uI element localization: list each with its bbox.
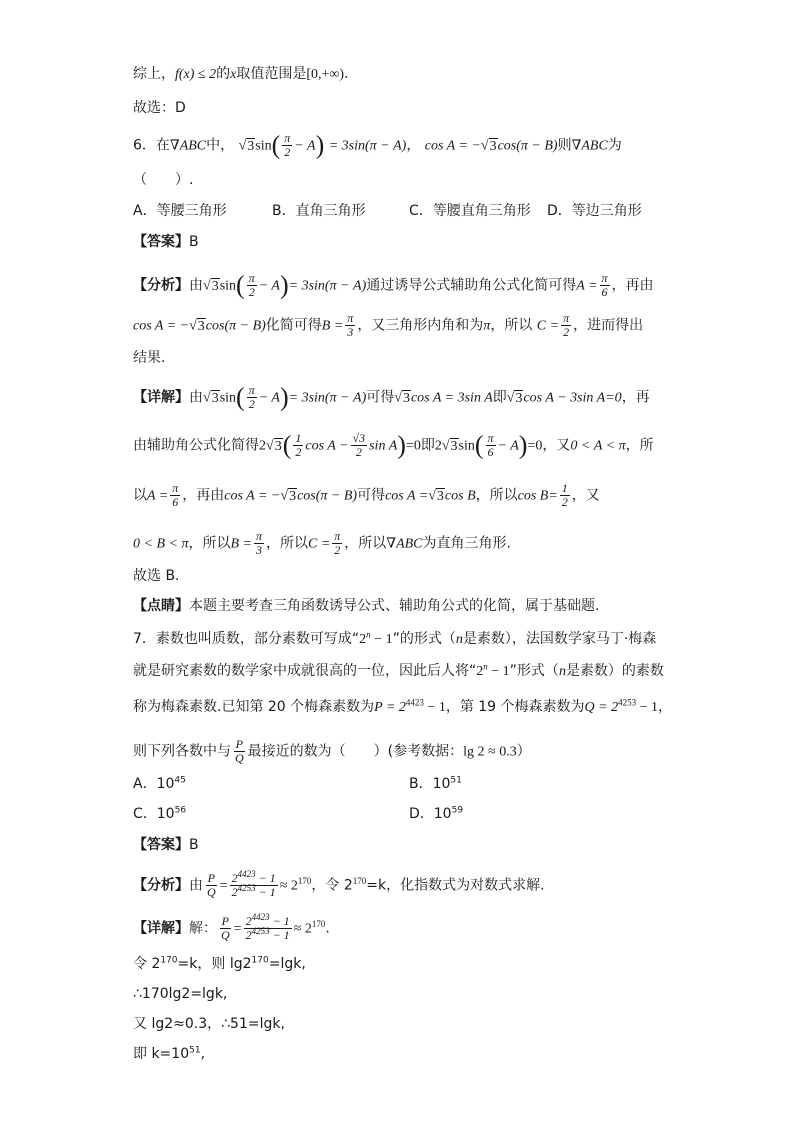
math: C = (307, 536, 331, 552)
fraction (332, 530, 342, 557)
text: . (344, 66, 349, 82)
analysis-tag: 【分析】 (133, 877, 189, 894)
math: sin (458, 438, 475, 454)
exponent: 170 (311, 918, 326, 929)
math: C = (536, 318, 560, 334)
math: cos(π − B) (497, 138, 558, 154)
denominator: 2 (295, 445, 302, 459)
base: 2 (245, 914, 252, 928)
math: − A (258, 390, 280, 406)
text: 即 (420, 437, 435, 454)
answer-tag: 【答案】 (133, 234, 189, 250)
analysis-tag: 【分析】 (133, 277, 189, 294)
text: 7．素数也叫质数，部分素数可写成“ (133, 631, 360, 647)
math: − A (294, 138, 316, 154)
radicand: 3 (515, 390, 523, 406)
numerator: π (284, 131, 291, 145)
text: , (200, 1046, 206, 1062)
text: ，再由 (182, 487, 225, 504)
math: − A (497, 438, 519, 454)
text: 为 (607, 137, 622, 154)
radicand: 3 (489, 138, 497, 154)
fraction (205, 872, 218, 899)
math: n (558, 664, 566, 679)
text: 为直角三角形. (422, 535, 511, 552)
numerator: √3 (352, 431, 366, 445)
math: 0 < A < π (570, 438, 626, 454)
radicand: 3 (197, 318, 205, 334)
paren: ) (397, 430, 406, 460)
text: ，再 (621, 389, 650, 406)
math: cos A = 3sin A (410, 390, 493, 406)
base: 2 (231, 885, 238, 899)
numerator: 1 (561, 481, 568, 495)
text: ， (406, 137, 421, 154)
text: 通过诱导公式辅助角公式化简可得 (366, 277, 577, 294)
q6-option-c: C．等腰直角三角形 (409, 203, 531, 219)
answer-value: B (189, 837, 199, 853)
q7-option-b (409, 774, 462, 794)
exponent: 51 (450, 775, 462, 786)
fraction (244, 912, 292, 942)
exponent: 170 (297, 875, 312, 886)
fraction (230, 869, 278, 899)
q7-line2 (133, 661, 664, 682)
denominator (230, 883, 278, 899)
text: =k，化指数式为对数式求解. (366, 877, 545, 894)
paren: ) (279, 270, 289, 300)
text: 可得 (366, 389, 395, 406)
text: ”形式（ (509, 663, 559, 679)
numerator: π (334, 529, 341, 543)
math: x (230, 67, 237, 82)
text: 解： (189, 920, 217, 937)
math: sin (219, 390, 237, 406)
radicand: 3 (247, 138, 255, 154)
option-label: B．10 (409, 776, 451, 792)
sqrt: √3 (203, 278, 219, 294)
option-label: C．10 (133, 806, 175, 822)
q6-detail-line1 (133, 384, 650, 411)
text: 称为梅森素数.已知第 20 个梅森素数为 (133, 699, 375, 715)
sqrt: √3 (266, 438, 282, 454)
radicand: 3 (450, 438, 458, 454)
radicand: 3 (211, 278, 219, 294)
q7-analysis: 【分析】由 $\frac{P}{Q}$ = $\frac{2^{4423} - 1}{2^{4253} - 1}$ ≈ $2^{170}$，令 $2^{170}=k$，化指数式为对数式求解. (133, 869, 545, 899)
math: cos A = − (424, 138, 481, 154)
minus-one: − 1 (255, 871, 276, 885)
fraction (233, 738, 246, 765)
text: ，所以 (344, 535, 387, 552)
exponent: 4423 (237, 869, 256, 879)
radicand: 3 (436, 488, 444, 504)
q7-detail: 【详解】解： $\frac{P}{Q}$ = $\frac{2^{4423} - 1}{2^{4253} - 1}$ ≈ $2^{170}$. (133, 912, 330, 942)
text: ，所以 (475, 487, 518, 504)
text: =lgk, (268, 956, 306, 972)
fraction (345, 312, 355, 339)
q6-select: 故选 B. (133, 568, 180, 584)
math: cos B= (517, 488, 558, 504)
numerator: P (207, 871, 215, 885)
minus-one: − 1 (255, 885, 276, 899)
sqrt: √3 (238, 138, 255, 154)
math: A = (147, 488, 169, 504)
detail-tag: 【详解】 (133, 389, 189, 406)
math: cos A = (385, 488, 429, 504)
paren: ( (236, 270, 245, 300)
text: 是素数），法国数学家马丁·梅森 (462, 631, 657, 647)
math: lg 2 ≈ 0.3 (463, 744, 517, 760)
text: . (325, 920, 330, 937)
fraction (282, 132, 292, 159)
q6-detail-line4 (133, 530, 511, 557)
q7-line3 (133, 697, 672, 718)
denominator: Q (235, 751, 244, 765)
fraction (561, 312, 571, 339)
comment-text: 本题主要考查三角函数诱导公式、辅助角公式的化简，属于基础题. (189, 598, 600, 614)
numerator: P (221, 914, 229, 928)
math: = 3sin(π − A) (328, 138, 407, 154)
q7-step2: ∴170lg2=lgk, (133, 986, 228, 1002)
math: = 3sin(π − A) (288, 390, 367, 406)
sqrt: √3 (506, 390, 523, 406)
answer-select-5: 故选：D (133, 100, 186, 116)
radicand: 3 (274, 438, 282, 454)
base: 2 (245, 928, 252, 942)
exponent: 51 (189, 1045, 201, 1056)
denominator: 6 (172, 495, 179, 509)
math: P = 2 (374, 700, 406, 715)
math: 2 (434, 438, 442, 454)
q6-comment (133, 596, 599, 616)
math: cos A = − (224, 488, 281, 504)
q7-line1 (133, 629, 656, 650)
text: ，再由 (611, 277, 654, 294)
sqrt: √3 (441, 438, 458, 454)
q6-number: 6．在 (133, 137, 170, 154)
math: A = (576, 278, 598, 294)
math: cos A − (305, 438, 349, 454)
paren: ) (518, 430, 528, 460)
denominator: 3 (347, 325, 354, 339)
math: B = (321, 318, 344, 334)
text: 即 (492, 389, 507, 406)
exponent: 4253 (618, 697, 637, 708)
numerator: π (255, 529, 262, 543)
paren: ) (315, 130, 325, 160)
math: 2 (259, 438, 266, 454)
text: 的 (216, 66, 231, 82)
option-label: A．10 (133, 776, 175, 792)
text: 由辅助角公式化简得 (133, 437, 259, 454)
fraction (560, 482, 570, 509)
q6-stem (133, 132, 622, 159)
exponent: 170 (160, 955, 178, 966)
text: ，令 2 (311, 877, 353, 894)
text: ，所以 (490, 317, 533, 334)
paren: ) (279, 382, 289, 412)
math: cos(π − B) (297, 488, 358, 504)
q6-option-a: A．等腰三角形 (133, 203, 227, 219)
paren: ( (282, 430, 292, 460)
radicand: 3 (211, 390, 219, 406)
exponent: 170 (352, 875, 367, 886)
paren: ( (271, 130, 281, 160)
denominator (244, 926, 292, 942)
math: 2 (359, 632, 367, 647)
denominator: 3 (255, 543, 262, 557)
text: ，又三角形内角和为 (357, 317, 484, 334)
q7-step1 (133, 954, 306, 974)
fraction (600, 272, 610, 299)
denominator: 2 (334, 543, 341, 557)
numerator: 1 (295, 431, 302, 445)
math: cos B (444, 488, 476, 504)
text: 中， (206, 137, 235, 154)
exponent: 4253 (237, 883, 256, 893)
answer-value: B (189, 234, 199, 250)
exponent: 59 (451, 805, 464, 816)
text: ，所以 (188, 535, 231, 552)
math: f(x) ≤ 2 (175, 67, 217, 82)
denominator: 2 (355, 445, 362, 459)
numerator: π (248, 383, 255, 397)
math: = 3sin(π − A) (288, 278, 367, 294)
fraction (247, 272, 257, 299)
q6-detail-line2 (133, 432, 654, 459)
radicand: 3 (359, 431, 366, 445)
math: B = (230, 536, 252, 552)
fraction (293, 432, 303, 459)
q6-analysis-line1 (133, 272, 654, 299)
paren: ( (474, 430, 484, 460)
denominator: 2 (248, 397, 255, 411)
q7-step4 (133, 1044, 205, 1064)
denominator: 2 (563, 325, 570, 339)
denominator: 2 (284, 145, 291, 159)
math: [0,+∞) (306, 67, 345, 82)
minus-one: − 1 (269, 914, 290, 928)
text: 化简可得 (265, 317, 322, 334)
denominator: 2 (561, 495, 568, 509)
minus-one: − 1 (269, 928, 290, 942)
text: ， (658, 699, 673, 715)
sqrt: √3 (394, 390, 410, 406)
exponent: 170 (251, 955, 269, 966)
math: cos A = − (133, 318, 190, 334)
text: 则下列各数中与 (133, 743, 231, 760)
math: sin (255, 138, 272, 154)
denominator: Q (207, 885, 216, 899)
text: 就是研究素数的数学家中成就很高的一位，因此后人将“ (133, 663, 477, 679)
text: 可得 (357, 487, 386, 504)
math: − 1 (487, 664, 510, 679)
q6-blank: （ ）. (133, 172, 194, 188)
q7-option-a (133, 774, 186, 794)
numerator: π (347, 311, 354, 325)
exponent: 4423 (251, 912, 270, 922)
math: =0 (527, 438, 543, 454)
math: − 1 (370, 632, 393, 647)
text: 取值范围是 (236, 66, 307, 82)
sqrt: √3 (428, 488, 444, 504)
q6-analysis-line3: 结果. (133, 350, 166, 366)
text: 由 (189, 389, 203, 406)
q7-step3: 又 lg2≈0.3，∴51=lgk, (133, 1016, 285, 1032)
q6-analysis-line2 (133, 312, 643, 339)
text: 即 k=10 (133, 1046, 190, 1062)
math: cos(π − B) (205, 318, 266, 334)
text: 令 2 (133, 956, 161, 972)
fraction (254, 530, 264, 557)
math: sin A (369, 438, 398, 454)
text: 由 (189, 277, 203, 294)
math: − 1 (636, 700, 659, 715)
math: ∇ABC (571, 138, 608, 154)
q7-option-d (409, 804, 463, 824)
text: 以 (133, 487, 147, 504)
sqrt: √3 (480, 138, 497, 154)
exponent: 4423 (405, 697, 424, 708)
answer-tag: 【答案】 (133, 837, 189, 853)
option-label: D．10 (409, 806, 452, 822)
q7-answer (133, 835, 199, 855)
base: 2 (231, 871, 238, 885)
exponent: 56 (174, 805, 187, 816)
exponent: n (366, 629, 371, 640)
paren: ( (236, 382, 245, 412)
text: =k，则 lg2 (177, 956, 252, 972)
exponent: n (483, 661, 488, 672)
comment-tag: 【点睛】 (133, 598, 189, 614)
math: 2 (476, 664, 484, 679)
exponent: 45 (174, 775, 186, 786)
text: 由 (189, 877, 203, 894)
text: ，进而得出 (573, 317, 644, 334)
text: 是素数）的素数 (565, 663, 664, 679)
text: 则 (557, 137, 572, 154)
fraction (247, 384, 257, 411)
text: ，又 (571, 487, 600, 504)
math: ≈ 2 (279, 878, 298, 894)
text: ，第 19 个梅森素数为 (445, 699, 585, 715)
text: ”的形式（ (392, 631, 456, 647)
math: ∇ABC (169, 138, 207, 154)
radicand: 3 (402, 390, 410, 406)
sqrt: √3 (203, 390, 219, 406)
text: ，又 (542, 437, 571, 454)
denominator: Q (221, 928, 230, 942)
radicand: 3 (289, 488, 297, 504)
q6-answer (133, 232, 199, 252)
text: 综上， (133, 66, 175, 82)
text: ） (516, 743, 531, 760)
numerator: π (563, 311, 570, 325)
math: ≈ 2 (293, 921, 312, 937)
math: − A (258, 278, 280, 294)
q7-option-c (133, 804, 186, 824)
math: − 1 (423, 700, 446, 715)
q6-option-b: B．直角三角形 (272, 203, 366, 219)
sqrt: √3 (189, 318, 205, 334)
math: Q = 2 (584, 700, 619, 715)
math: cos A − 3sin A=0 (523, 390, 622, 406)
fraction (219, 915, 232, 942)
numerator: π (172, 481, 179, 495)
numerator: π (487, 431, 494, 445)
text: ，所 (625, 437, 654, 454)
denominator: 6 (487, 445, 494, 459)
numerator: π (601, 271, 608, 285)
detail-tag: 【详解】 (133, 920, 189, 937)
text: ，所以 (265, 535, 308, 552)
denominator: 2 (248, 285, 255, 299)
math: =0 (405, 438, 421, 454)
numerator: P (235, 737, 243, 751)
sqrt: √3 (280, 488, 297, 504)
q6-detail-line3 (133, 482, 600, 509)
text: 最接近的数为（ ）(参考数据： (247, 743, 464, 760)
math: ∇ABC (386, 536, 423, 552)
exponent: 4253 (251, 926, 270, 936)
numerator: π (248, 271, 255, 285)
math: n (455, 632, 463, 647)
fraction (170, 482, 180, 509)
q6-option-d: D．等边三角形 (547, 203, 642, 219)
math: sin (219, 278, 237, 294)
fraction (486, 432, 496, 459)
denominator: 6 (601, 285, 608, 299)
fraction (351, 432, 368, 459)
math: π (483, 318, 491, 334)
math: 0 < B < π (133, 536, 189, 552)
q7-line4 (133, 738, 531, 765)
conclusion-line (133, 64, 349, 85)
